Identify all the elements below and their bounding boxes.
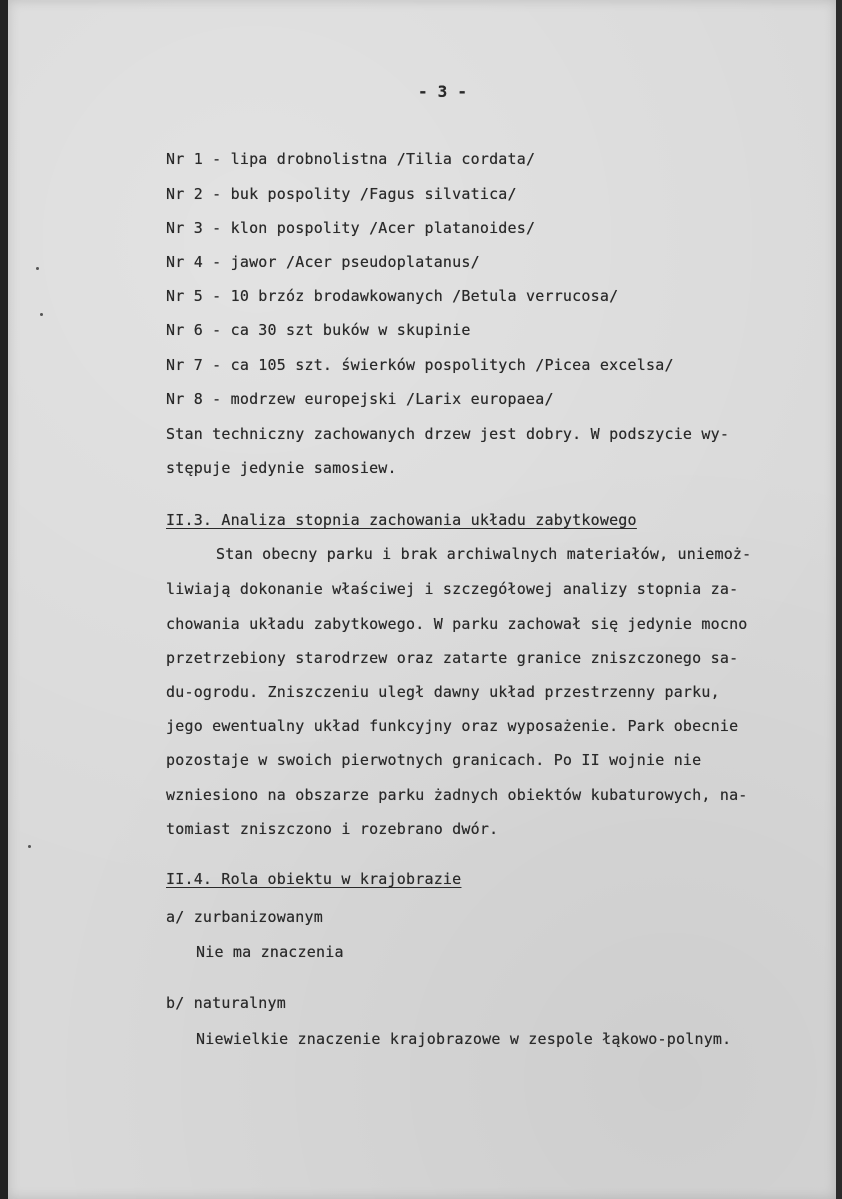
paragraph-line: pozostaje w swoich pierwotnych granicach. Po II wojnie nie xyxy=(166,751,702,769)
page-number: - 3 - xyxy=(418,82,468,101)
subsection-text-b: Niewielkie znaczenie krajobrazowe w zespole łąkowo-polnym. xyxy=(196,1030,732,1048)
list-item: Nr 8 - modrzew europejski /Larix europaea/ xyxy=(166,390,554,408)
list-item: Nr 5 - 10 brzóz brodawkowanych /Betula verrucosa/ xyxy=(166,287,619,305)
section-heading-2-4: II.4. Rola obiektu w krajobrazie xyxy=(166,870,462,888)
subsection-label-a: a/ zurbanizowanym xyxy=(166,908,323,926)
paragraph-line: du-ogrodu. Zniszczeniu uległ dawny układ przestrzenny parku, xyxy=(166,683,720,701)
scan-edge-right xyxy=(836,0,842,1199)
section-heading-2-3: II.3. Analiza stopnia zachowania układu zabytkowego xyxy=(166,511,637,529)
paragraph-line: stępuje jedynie samosiew. xyxy=(166,459,397,477)
paragraph-line: liwiają dokonanie właściwej i szczegółowej analizy stopnia za- xyxy=(166,580,739,598)
paragraph-line: tomiast zniszczono i rozebrano dwór. xyxy=(166,820,499,838)
paragraph-line: Stan obecny parku i brak archiwalnych materiałów, uniemoż- xyxy=(216,545,752,563)
paragraph-line: chowania układu zabytkowego. W parku zachował się jedynie mocno xyxy=(166,615,748,633)
margin-speck xyxy=(40,313,43,316)
subsection-text-a: Nie ma znaczenia xyxy=(196,943,344,961)
list-item: Nr 2 - buk pospolity /Fagus silvatica/ xyxy=(166,185,517,203)
margin-speck xyxy=(36,267,39,270)
scan-edge-left xyxy=(0,0,8,1199)
paragraph-line: jego ewentualny układ funkcyjny oraz wyposażenie. Park obecnie xyxy=(166,717,739,735)
paragraph-line: wzniesiono na obszarze parku żadnych obiektów kubaturowych, na- xyxy=(166,786,748,804)
list-item: Nr 6 - ca 30 szt buków w skupinie xyxy=(166,321,471,339)
document-page xyxy=(8,0,836,1199)
list-item: Nr 7 - ca 105 szt. świerków pospolitych /Picea excelsa/ xyxy=(166,356,674,374)
subsection-label-b: b/ naturalnym xyxy=(166,994,286,1012)
paragraph-line: Stan techniczny zachowanych drzew jest dobry. W podszycie wy- xyxy=(166,425,730,443)
margin-speck xyxy=(28,845,31,848)
list-item: Nr 1 - lipa drobnolistna /Tilia cordata/ xyxy=(166,150,536,168)
list-item: Nr 4 - jawor /Acer pseudoplatanus/ xyxy=(166,253,480,271)
paragraph-line: przetrzebiony starodrzew oraz zatarte granice zniszczonego sa- xyxy=(166,649,739,667)
list-item: Nr 3 - klon pospolity /Acer platanoides/ xyxy=(166,219,536,237)
